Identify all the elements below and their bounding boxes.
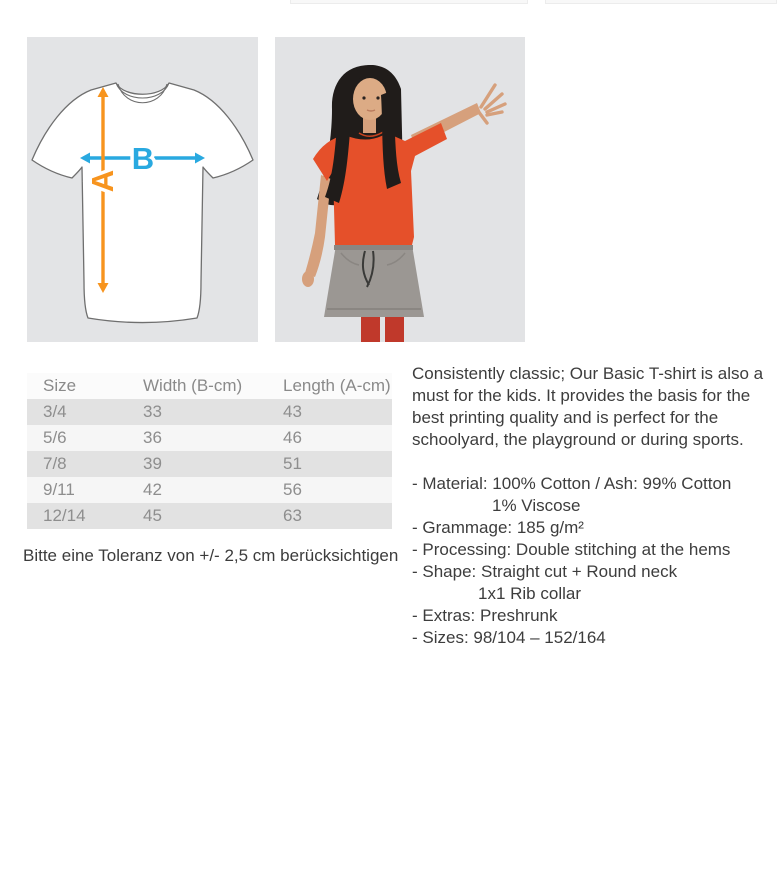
top-edge-remnant-right [545,0,777,4]
cell-length: 43 [283,402,302,421]
cell-width: 36 [143,428,162,447]
model-photo-image [275,37,525,342]
kid-model-illustration [275,37,525,342]
skirt-waistband [334,245,413,250]
cell-size: 9/11 [43,480,75,499]
cell-width: 39 [143,454,162,473]
tshirt-measurement-diagram [27,37,258,342]
header-width: Width (B-cm) [143,376,243,395]
cell-size: 3/4 [43,402,67,421]
leg-left [361,317,380,342]
spec-grammage: - Grammage: 185 g/m² [412,518,584,537]
product-description [412,363,777,649]
table-row [27,399,392,425]
size-diagram-image [27,37,258,342]
header-length: Length (A-cm) [283,376,391,395]
cell-width: 45 [143,506,162,525]
tolerance-note: Bitte eine Toleranz von +/- 2,5 cm berücksichtigen [23,546,399,565]
paragraph-line: Consistently classic; Our Basic T-shirt is also a [412,364,764,383]
size-table [27,373,392,529]
paragraph-line: must for the kids. It provides the basis for the [412,386,751,405]
hanging-hand [302,271,314,287]
cell-size: 12/14 [43,506,86,525]
cell-length: 51 [283,454,302,473]
top-edge-remnant-left [290,0,528,4]
spec-list [412,473,777,649]
left-eye [362,96,365,99]
spec-shape-cont: 1x1 Rib collar [478,584,581,603]
spec-sizes: - Sizes: 98/104 – 152/164 [412,628,606,647]
cell-width: 42 [143,480,162,499]
cell-length: 56 [283,480,302,499]
table-row [27,425,392,451]
spec-processing: - Processing: Double stitching at the hems [412,540,731,559]
cell-width: 33 [143,402,162,421]
cell-size: 7/8 [43,454,67,473]
table-row [27,503,392,529]
tshirt-outline [32,83,253,323]
leg-right [385,317,404,342]
table-row [27,451,392,477]
spec-material-cont: 1% Viscose [492,496,581,515]
cell-size: 5/6 [43,428,67,447]
spec-shape: - Shape: Straight cut + Round neck [412,562,678,581]
description-paragraph [412,363,777,451]
cell-length: 46 [283,428,302,447]
header-size: Size [43,376,77,395]
size-table-header [27,373,392,399]
right-eye [376,96,379,99]
cell-length: 63 [283,506,302,525]
spec-extras: - Extras: Preshrunk [412,606,558,625]
table-row [27,477,392,503]
paragraph-line: schoolyard, the playground or during sports. [412,430,744,449]
spec-material: - Material: 100% Cotton / Ash: 99% Cotton [412,474,732,493]
paragraph-line: best printing quality and is perfect for the [412,408,719,427]
label-b: B [131,141,155,176]
label-a: A [85,169,120,193]
